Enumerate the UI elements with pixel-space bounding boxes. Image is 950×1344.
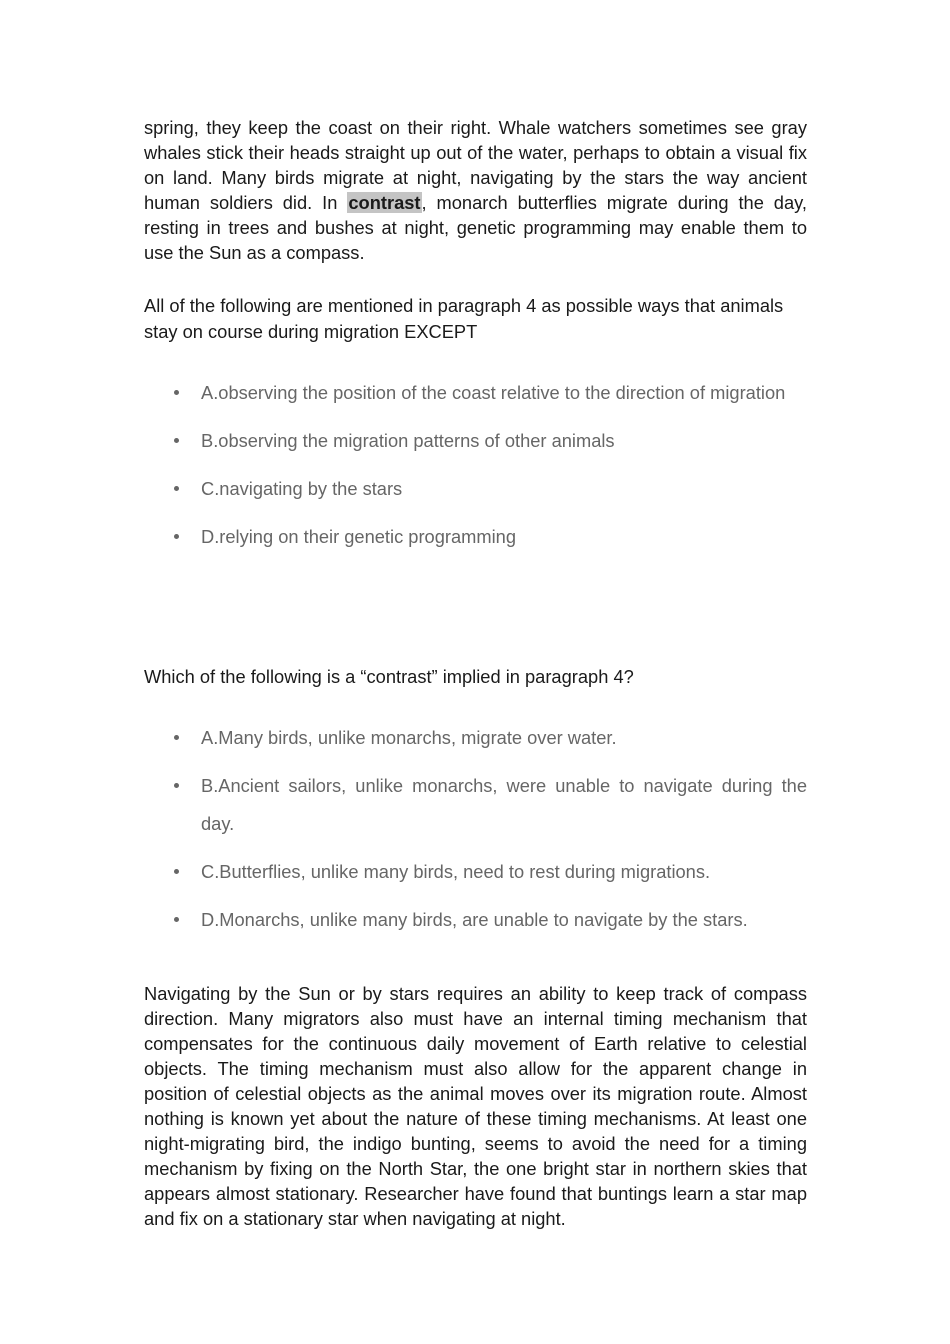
question-1-option-d[interactable]: D.relying on their genetic programming — [201, 518, 807, 556]
passage-paragraph-bottom: Navigating by the Sun or by stars requires an ability to keep track of compass direction. Many migrators also must have an internal timing mechanism that compensates for the continuous daily movement of Earth relative to celestial objects. The timing mechanism must also allow for the apparent change in position of celestial objects as the animal moves over its migration route. Almost nothing is known yet about the nature of these timing mechanisms. At least one night-migrating bird, the indigo bunting, seems to avoid the need for a timing mechanism by fixing on the North Star, the one bright star in northern skies that appears almost stationary. Researcher have found that buntings learn a star map and fix on a stationary star when navigating at night. — [144, 983, 807, 1229]
passage-paragraph-top — [144, 115, 807, 265]
question-1-options — [201, 374, 807, 566]
question-1-option-c[interactable]: C.navigating by the stars — [201, 470, 807, 508]
passage-text-after: , monarch butterflies migrate during the day, resting in trees and bushes at night, genetic programming may enable them to use the Sun as a compass. — [144, 192, 807, 263]
question-1-option-b[interactable]: B.observing the migration patterns of other animals — [201, 422, 807, 460]
passage-text-before: spring, they keep the coast on their right. Whale watchers sometimes see gray whales stick their heads straight up out of the water, perhaps to obtain a visual fix on land. Many birds migrate at night, navigating by the stars the way ancient human soldiers did. In — [144, 117, 807, 213]
question-2-option-c[interactable]: C.Butterflies, unlike many birds, need to rest during migrations. — [201, 853, 807, 891]
question-1-text: All of the following are mentioned in paragraph 4 as possible ways that animals stay on course during migration EXCEPT — [144, 295, 784, 342]
question-1-option-a[interactable]: A.observing the position of the coast relative to the direction of migration — [201, 374, 807, 412]
question-2-option-d[interactable]: D.Monarchs, unlike many birds, are unable to navigate by the stars. — [201, 901, 807, 939]
question-2-option-b[interactable]: B.Ancient sailors, unlike monarchs, were unable to navigate during the day. — [201, 767, 807, 843]
question-2-text: Which of the following is a “contrast” implied in paragraph 4? — [144, 666, 634, 687]
question-2-options — [201, 719, 807, 949]
question-2-option-a[interactable]: A.Many birds, unlike monarchs, migrate over water. — [201, 719, 807, 757]
highlighted-word: contrast — [348, 192, 421, 213]
